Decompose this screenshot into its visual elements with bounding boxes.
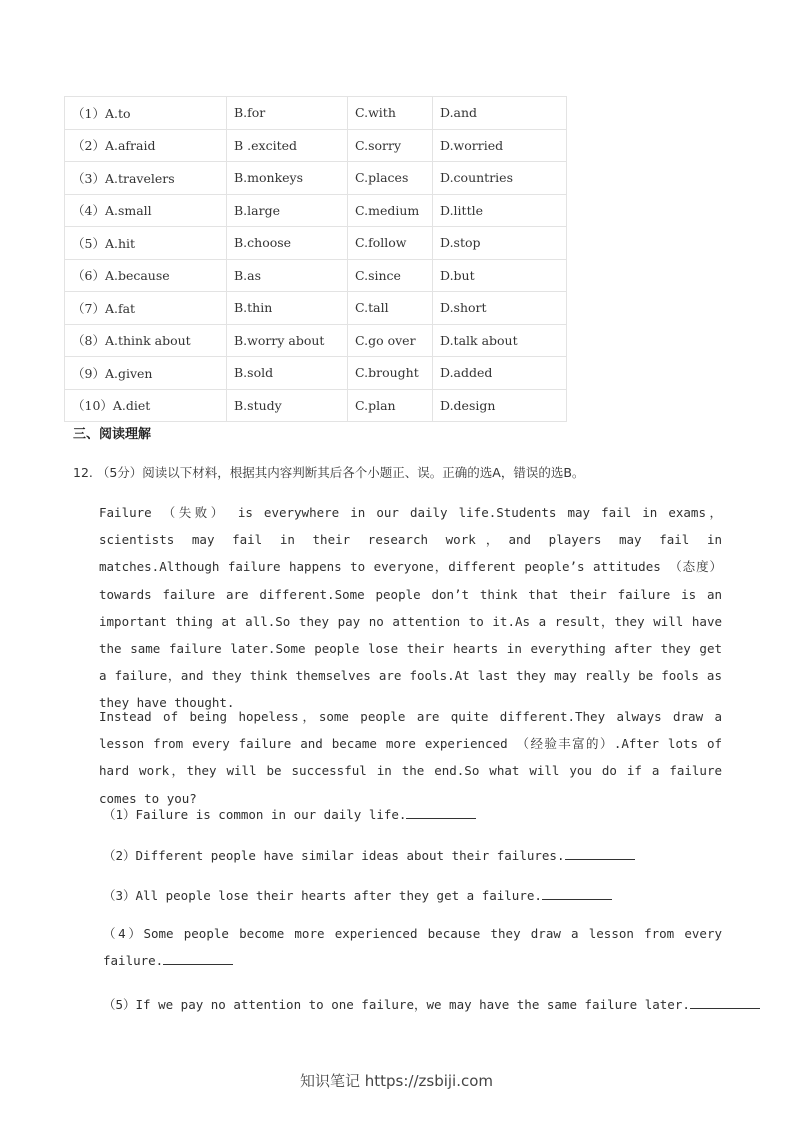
option-cell: （2）A.afraid [65, 129, 227, 162]
option-cell: （8）A.think about [65, 324, 227, 357]
option-cell: D.worried [433, 129, 567, 162]
option-cell: （6）A.because [65, 259, 227, 292]
option-cell: D.little [433, 194, 567, 227]
statement-3: （3）All people lose their hearts after they get a failure. [103, 885, 612, 904]
option-cell: B.thin [227, 292, 348, 325]
option-cell: B.large [227, 194, 348, 227]
answer-blank-5[interactable] [690, 994, 760, 1009]
option-cell: C.go over [348, 324, 433, 357]
option-cell: B.worry about [227, 324, 348, 357]
option-row-8 [65, 324, 567, 357]
option-row-9 [65, 357, 567, 390]
statement-4: （4）Some people become more experienced because they draw a lesson from every failure. [103, 926, 722, 969]
option-cell: B.study [227, 389, 348, 422]
option-cell: D.design [433, 389, 567, 422]
passage-paragraph-1: Failure （失败） is everywhere in our daily life.Students may fail in exams，scientists may fail in their research work，and players may fail in matches.Although failure happens to everyone，different people’s attitudes （态度） towards failure are different.Some people don’t think that their failure is an important thing at all.So they pay no attention to it.As a result，they will have the same failure later.Some people lose their hearts in everything after they get a failure，and they think themselves are fools.At last they may really be fools as they have thought. [99, 505, 722, 711]
option-cell: （3）A.travelers [65, 162, 227, 195]
option-cell: D.added [433, 357, 567, 390]
option-row-5 [65, 227, 567, 260]
question-header: 12. （5分）阅读以下材料，根据其内容判断其后各个小题正、误。正确的选A，错误的选B。 [73, 465, 585, 480]
option-row-2 [65, 129, 567, 162]
answer-blank-3[interactable] [542, 885, 612, 900]
option-cell: C.sorry [348, 129, 433, 162]
option-row-1 [65, 97, 567, 130]
section-title: 三、阅读理解 [73, 427, 152, 442]
option-cell: D.countries [433, 162, 567, 195]
option-cell: D.but [433, 259, 567, 292]
option-cell: D.talk about [433, 324, 567, 357]
option-cell: C.medium [348, 194, 433, 227]
option-cell: （7）A.fat [65, 292, 227, 325]
option-cell: （4）A.small [65, 194, 227, 227]
option-cell: D.short [433, 292, 567, 325]
statement-5: （5）If we pay no attention to one failure，we may have the same failure later. [103, 994, 760, 1013]
option-row-10 [65, 389, 567, 422]
option-cell: （5）A.hit [65, 227, 227, 260]
option-cell: B.sold [227, 357, 348, 390]
options-table [64, 96, 567, 422]
answer-blank-1[interactable] [406, 804, 476, 819]
statement-2: （2）Different people have similar ideas about their failures. [103, 845, 635, 864]
passage-paragraph-2: Instead of being hopeless，some people are quite different.They always draw a lesson from every failure and became more experienced （经验丰富的）.After lots of hard work，they will be successful in the end.So what will you do if a failure comes to you? [99, 709, 722, 806]
option-cell: D.stop [433, 227, 567, 260]
footer-watermark: 知识笔记 https://zsbiji.com [299, 1072, 494, 1090]
option-cell: B.monkeys [227, 162, 348, 195]
option-cell: B.as [227, 259, 348, 292]
option-cell: D.and [433, 97, 567, 130]
option-cell: C.follow [348, 227, 433, 260]
option-cell: C.places [348, 162, 433, 195]
option-cell: C.since [348, 259, 433, 292]
option-cell: C.plan [348, 389, 433, 422]
option-cell: C.tall [348, 292, 433, 325]
option-cell: （9）A.given [65, 357, 227, 390]
option-cell: B.for [227, 97, 348, 130]
option-cell: B.choose [227, 227, 348, 260]
option-cell: C.brought [348, 357, 433, 390]
option-cell: （1）A.to [65, 97, 227, 130]
answer-blank-4[interactable] [163, 950, 233, 965]
option-cell: C.with [348, 97, 433, 130]
answer-blank-2[interactable] [565, 845, 635, 860]
option-row-3 [65, 162, 567, 195]
option-row-4 [65, 194, 567, 227]
option-row-6 [65, 259, 567, 292]
option-cell: （10）A.diet [65, 389, 227, 422]
option-cell: B .excited [227, 129, 348, 162]
option-row-7 [65, 292, 567, 325]
statement-1: （1）Failure is common in our daily life. [103, 804, 476, 823]
